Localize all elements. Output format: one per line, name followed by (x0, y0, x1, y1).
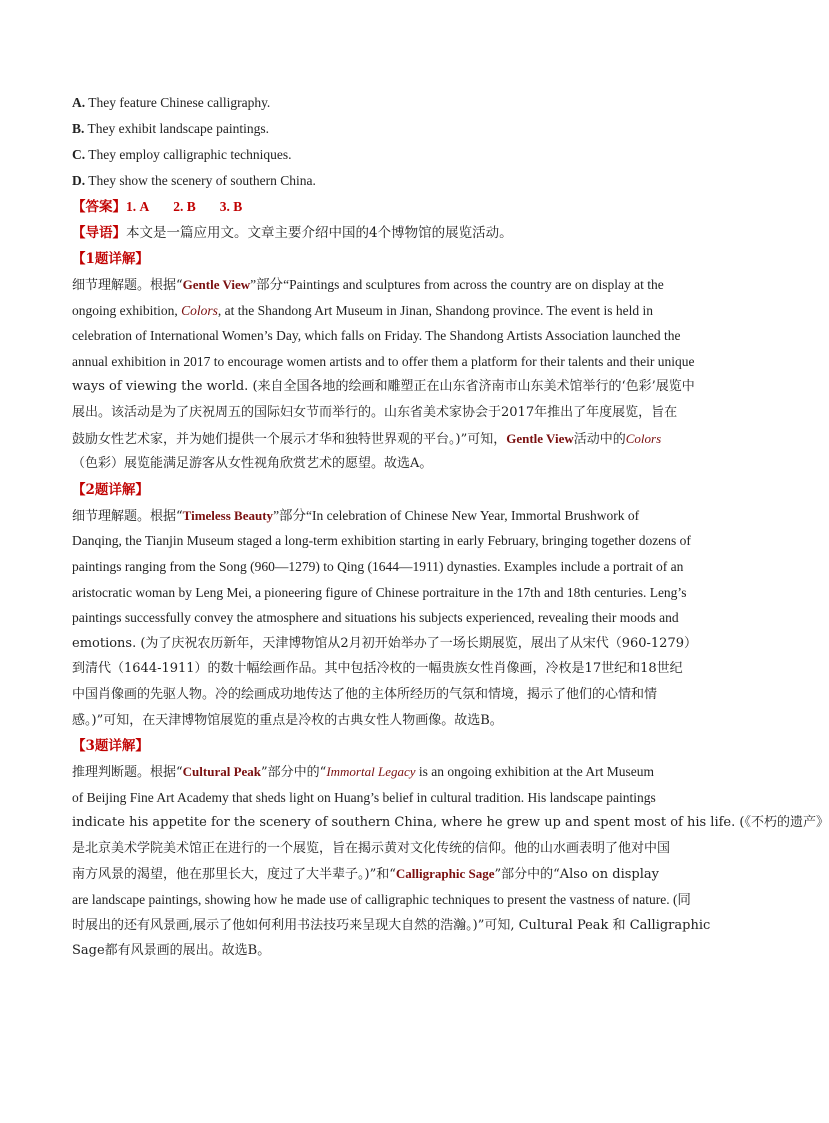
q1-line-2: ongoing exhibition, Colors, at the Shandong Art Museum in Jinan, Shandong province. The event is held in (72, 302, 653, 318)
q3-line-7: 时展出的还有风景画,展示了他如何利用书法技巧来呈现大自然的浩瀚。)”可知, Cultural Peak 和 Calligraphic (72, 917, 711, 933)
q3-line-8: Sage都有风景画的展出。故选B。 (72, 943, 271, 959)
option-a: A. They feature Chinese calligraphy. (72, 95, 271, 110)
q3-line-1: 推理判断题。根据“Cultural Peak”部分中的“Immortal Legacy is an ongoing exhibition at the Art Museum (72, 764, 654, 781)
answer-items: 1. A 2. B 3. B (126, 199, 243, 214)
q2-line-1: 细节理解题。根据“Timeless Beauty”部分“In celebration of Chinese New Year, Immortal Brushwork of (72, 507, 640, 524)
option-c: C. They employ calligraphic techniques. (72, 147, 292, 162)
q2-line-4: aristocratic woman by Leng Mei, a pioneering figure of Chinese portraiture in the 17th and 18th centuries. Leng’s (72, 584, 687, 600)
guide-text: 本文是一篇应用文。文章主要介绍中国的4个博物馆的展览活动。 (126, 225, 513, 241)
q2-line-2: Danqing, the Tianjin Museum staged a long-term exhibition starting in early February, bringing together dozens of (72, 533, 691, 549)
answer-row (72, 194, 722, 220)
answer-label: 【答案】 (72, 199, 126, 215)
q3-heading: 【3题详解】 (72, 738, 149, 755)
q2-line-5: paintings successfully convey the atmosphere and situations his subjects experienced, revealing their moods and (72, 610, 679, 626)
q3-explanation (72, 759, 829, 964)
q1-line-7: 鼓励女性艺术家，并为她们提供一个展示才华和独特世界观的平台。)”可知，Gentle View活动中的Colors (72, 430, 662, 447)
q2-line-8: 中国肖像画的先驱人物。冷的绘画成功地传达了他的主体所经历的气氛和情境，揭示了他们的心情和情 (72, 686, 658, 702)
q3-line-6: are landscape paintings, showing how he made use of calligraphic techniques to present the vastness of nature. (同 (72, 892, 691, 908)
q3-line-4: 是北京美术学院美术馆正在进行的一个展览，旨在揭示黄对文化传统的信仰。他的山水画表明了他对中国 (72, 840, 671, 856)
q1-line-5: ways of viewing the world. (来自全国各地的绘画和雕塑正在山东省济南市山东美术馆举行的‘色彩’展览中 (72, 379, 695, 395)
q1-line-8: （色彩）展览能满足游客从女性视角欣赏艺术的愿望。故选A。 (72, 456, 433, 472)
document-page (72, 90, 829, 964)
q3-line-3: indicate his appetite for the scenery of southern China, where he grew up and spent most of his life. (《不朽的遗产》 (72, 815, 829, 831)
q2-heading: 【2题详解】 (72, 481, 149, 498)
guide-row (72, 220, 722, 246)
q1-explanation (72, 272, 722, 477)
q3-line-2: of Beijing Fine Art Academy that sheds light on Huang’s belief in cultural tradition. His landscape paintings (72, 789, 656, 805)
option-d: D. They show the scenery of southern China. (72, 173, 316, 188)
q2-line-9: 感。)”可知，在天津博物馆展览的重点是冷枚的古典女性人物画像。故选B。 (72, 712, 503, 728)
q2-line-7: 到清代（1644-1911）的数十幅绘画作品。其中包括冷枚的一幅贵族女性肖像画，冷枚是17世纪和18世纪 (72, 661, 683, 677)
q3-line-5: 南方风景的渴望，他在那里长大，度过了大半辈子。)”和“Calligraphic Sage”部分中的“Also on display (72, 866, 659, 883)
q1-heading: 【1题详解】 (72, 251, 149, 267)
q2-explanation (72, 503, 722, 733)
q2-line-6: emotions. (为了庆祝农历新年，天津博物馆从2月初开始举办了一场长期展览，展出了从宋代（960-1279） (72, 635, 697, 651)
q1-line-1: 细节理解题。根据“Gentle View”部分“Paintings and sculptures from across the country are on display at the (72, 277, 664, 293)
option-b: B. They exhibit landscape paintings. (72, 121, 269, 136)
q2-line-3: paintings ranging from the Song (960—1279) to Qing (1644—1911) dynasties. Examples include a portrait of an (72, 558, 684, 574)
q1-line-6: 展出。该活动是为了庆祝周五的国际妇女节而举行的。山东省美术家协会于2017年推出了年度展览，旨在 (72, 404, 678, 420)
options-list (72, 90, 722, 194)
guide-label: 【导语】 (72, 225, 126, 241)
q1-line-4: annual exhibition in 2017 to encourage women artists and to offer them a platform for their talents and their unique (72, 353, 695, 369)
q1-line-3: celebration of International Women’s Day, which falls on Friday. The Shandong Artists Association launched the (72, 328, 681, 344)
